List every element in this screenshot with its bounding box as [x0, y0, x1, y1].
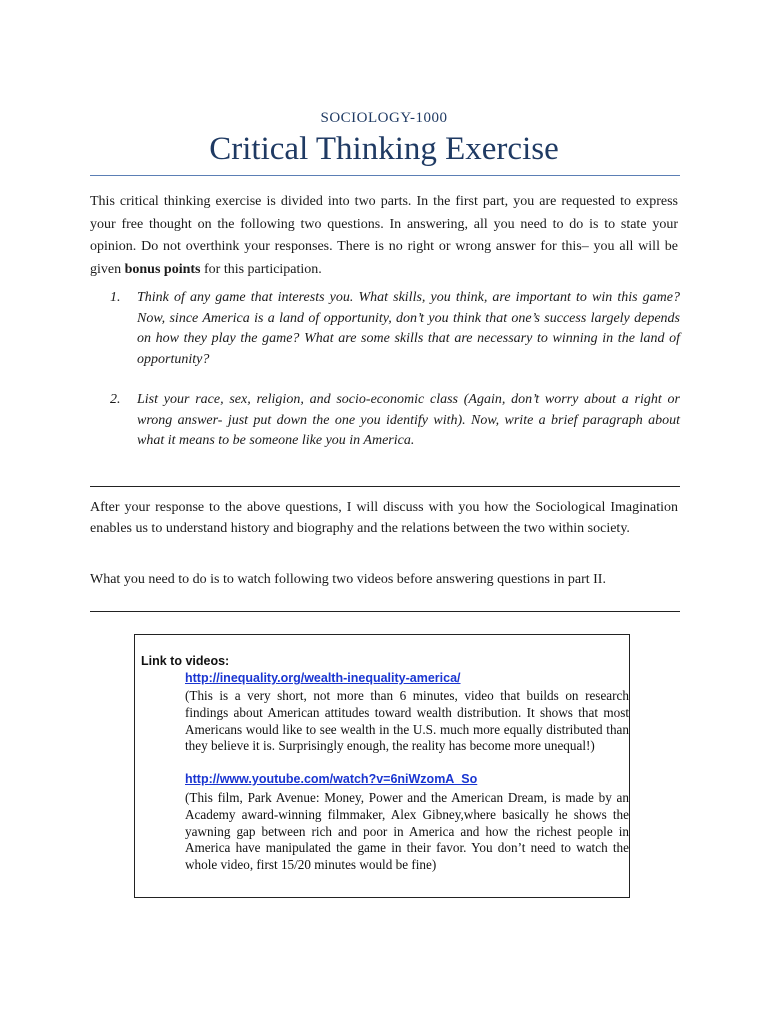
question-item	[110, 390, 680, 452]
video-links-box	[134, 634, 630, 898]
video-description: (This is a very short, not more than 6 minutes, video that builds on research findings about American attitudes toward wealth distribution. It shows that most Americans would like to see wealth in the U.S. much more equally distributed than they believe it is. Surprisingly enough, the reality has become more unequal!)	[185, 688, 629, 754]
page-title: Critical Thinking Exercise	[209, 131, 559, 167]
section-divider	[90, 611, 680, 612]
question-number: 1.	[110, 290, 121, 305]
intro-text: This critical thinking exercise is divided into two parts. In the first part, you are requested to express your free thought on the following two questions. In answering, all you need to do is to state your opinion. Do not overthink your responses. There is no right or wrong answer for this– you all will be given	[90, 194, 678, 277]
intro-paragraph	[90, 191, 678, 281]
section-divider	[90, 486, 680, 487]
after-paragraph: After your response to the above questions, I will discuss with you how the Sociological Imagination enables us to understand history and biography and the relations between the two within society.	[90, 500, 678, 536]
video-link-youtube[interactable]: http://www.youtube.com/watch?v=6niWzomA_So	[185, 772, 478, 786]
question-number: 2.	[110, 392, 121, 407]
intro-bold-text: bonus points	[124, 261, 201, 277]
question-text: Think of any game that interests you. What skills, you think, are important to win this game? Now, since America is a land of opportunity, don’t you think that one’s success largely depends on how they play the game? What are some skills that are necessary to winning in the land of opportunity?	[137, 290, 680, 367]
course-code: SOCIOLOGY-1000	[320, 110, 448, 126]
watch-instruction: What you need to do is to watch following two videos before answering questions in part II.	[90, 572, 606, 587]
intro-text-end: for this participation.	[200, 261, 322, 277]
question-text: List your race, sex, religion, and socio-economic class (Again, don’t worry about a right or wrong answer- just put down the one you identify with). Now, write a brief paragraph about what it means to be someone like you in America.	[137, 392, 680, 448]
video-links-heading: Link to videos:	[141, 654, 230, 668]
video-description: (This film, Park Avenue: Money, Power and the American Dream, is made by an Academy award-winning filmmaker, Alex Gibney,where basically he shows the yawning gap between rich and poor in America and how the richest people in America have manipulated the game in their favor. You don’t need to watch the whole video, first 15/20 minutes would be fine)	[185, 790, 629, 873]
title-divider	[90, 175, 680, 176]
video-link-inequality[interactable]: http://inequality.org/wealth-inequality-america/	[185, 671, 461, 685]
question-item	[110, 288, 680, 370]
